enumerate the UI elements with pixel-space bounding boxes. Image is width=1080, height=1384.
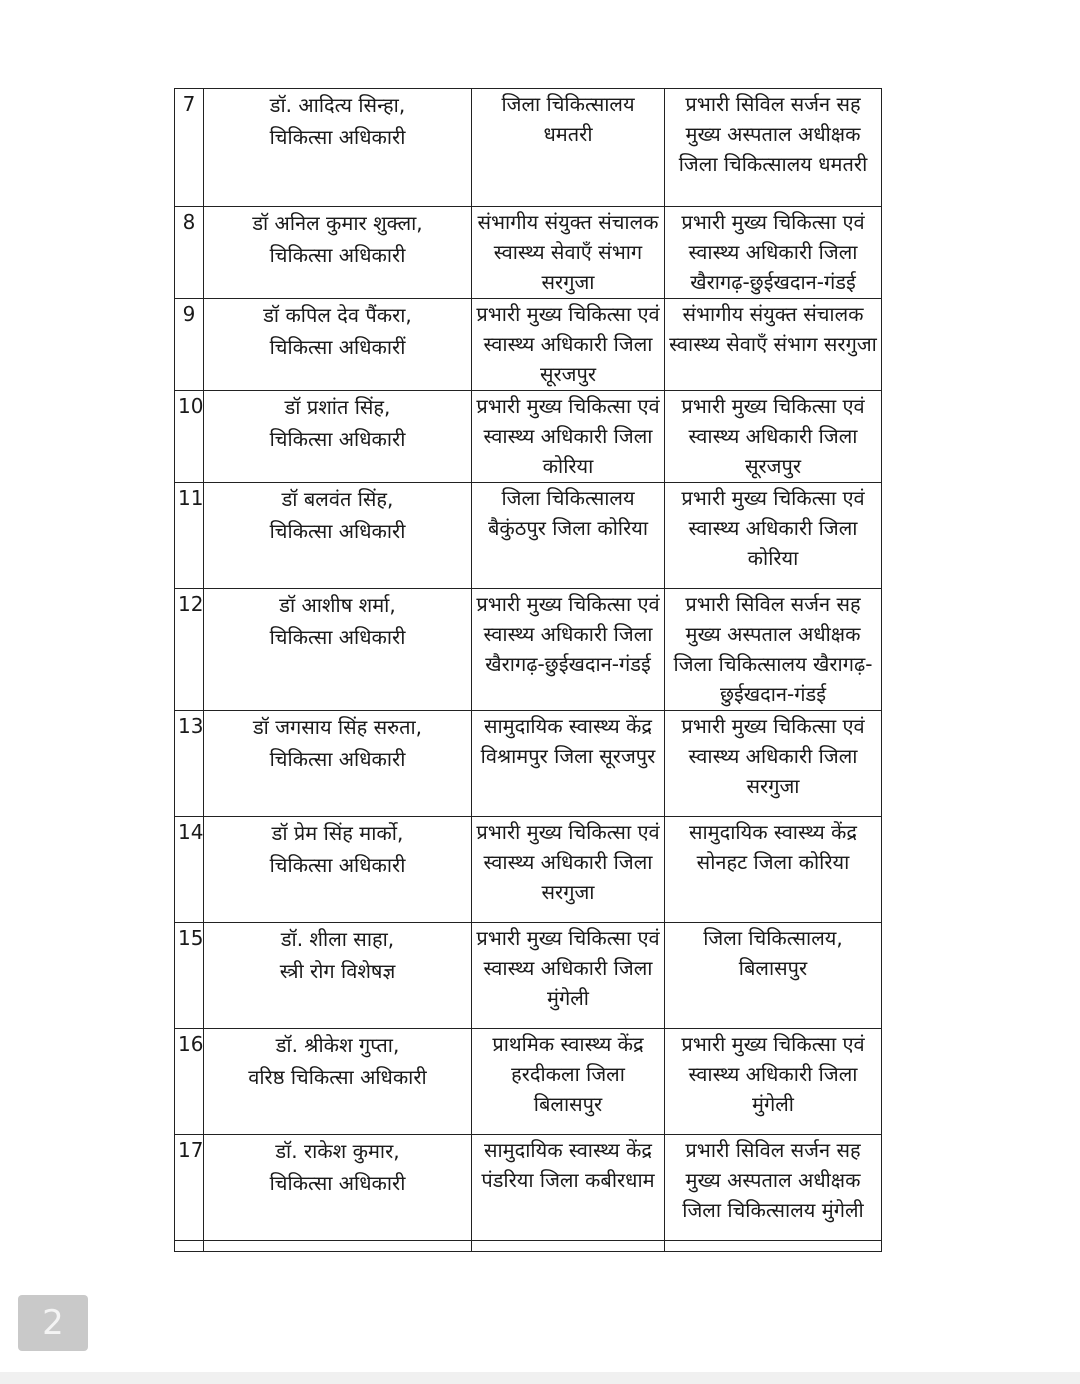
serial-number: 13 [175, 711, 204, 817]
officer-designation: चिकित्सा अधिकारी [269, 853, 406, 877]
new-posting: प्रभारी सिविल सर्जन सह मुख्य अस्पताल अधीक्षक जिला चिकित्सालय मुंगेली [665, 1135, 882, 1241]
officer-designation: चिकित्सा अधिकारीं [269, 335, 406, 359]
officer-name-text: डॉ बलवंत सिंह, [281, 487, 394, 511]
current-posting: प्रभारी मुख्य चिकित्सा एवं स्वास्थ्य अधिकारी जिला कोरिया [472, 391, 665, 483]
officer-designation: चिकित्सा अधिकारी [269, 427, 406, 451]
serial-number: 12 [175, 589, 204, 711]
table-continuation [175, 1241, 882, 1252]
officer-name-text: डॉ प्रेम सिंह मार्को, [271, 821, 404, 845]
officer-name-text: डॉ कपिल देव पैंकरा, [263, 303, 412, 327]
officer-name [204, 589, 472, 711]
current-posting: प्राथमिक स्वास्थ्य केंद्र हरदीकला जिला बिलासपुर [472, 1029, 665, 1135]
table-row [175, 589, 882, 711]
new-posting: प्रभारी मुख्य चिकित्सा एवं स्वास्थ्य अधिकारी जिला खैरागढ़-छुईखदान-गंडई [665, 207, 882, 299]
current-posting: प्रभारी मुख्य चिकित्सा एवं स्वास्थ्य अधिकारी जिला खैरागढ़-छुईखदान-गंडई [472, 589, 665, 711]
officer-designation: चिकित्सा अधिकारी [269, 747, 406, 771]
officer-name [204, 207, 472, 299]
current-posting: जिला चिकित्सालय बैकुंठपुर जिला कोरिया [472, 483, 665, 589]
new-posting: संभागीय संयुक्त संचालक स्वास्थ्य सेवाएँ संभाग सरगुजा [665, 299, 882, 391]
table-row [175, 391, 882, 483]
officer-name [204, 817, 472, 923]
new-posting: प्रभारी मुख्य चिकित्सा एवं स्वास्थ्य अधिकारी जिला कोरिया [665, 483, 882, 589]
current-posting: जिला चिकित्सालय धमतरी [472, 89, 665, 207]
serial-number: 10 [175, 391, 204, 483]
table-row [175, 207, 882, 299]
current-posting: सामुदायिक स्वास्थ्य केंद्र विश्रामपुर जिला सूरजपुर [472, 711, 665, 817]
officer-name-text: डॉ. शीला साहा, [280, 927, 395, 951]
table-row [175, 923, 882, 1029]
officer-designation: चिकित्सा अधिकारी [269, 243, 406, 267]
officer-name-text: डॉ. राकेश कुमार, [275, 1139, 400, 1163]
serial-number: 16 [175, 1029, 204, 1135]
officer-name [204, 391, 472, 483]
officer-name-text: डॉ. आदित्य सिन्हा, [269, 93, 406, 117]
page-number-badge: 2 [18, 1295, 88, 1351]
new-posting: प्रभारी सिविल सर्जन सह मुख्य अस्पताल अधीक्षक जिला चिकित्सालय खैरागढ़-छुईखदान-गंडई [665, 589, 882, 711]
table-row [175, 89, 882, 207]
serial-number: 11 [175, 483, 204, 589]
officer-name [204, 1029, 472, 1135]
officer-name-text: डॉ प्रशांत सिंह, [284, 395, 391, 419]
table-row [175, 483, 882, 589]
transfer-order-table [174, 88, 882, 1252]
officer-name-text: डॉ अनिल कुमार शुक्ला, [252, 211, 423, 235]
officer-name [204, 483, 472, 589]
new-posting: प्रभारी सिविल सर्जन सह मुख्य अस्पताल अधीक्षक जिला चिकित्सालय धमतरी [665, 89, 882, 207]
officer-name-text: डॉ आशीष शर्मा, [279, 593, 396, 617]
current-posting: संभागीय संयुक्त संचालक स्वास्थ्य सेवाएँ संभाग सरगुजा [472, 207, 665, 299]
officer-designation: वरिष्ठ चिकित्सा अधिकारी [248, 1065, 427, 1089]
new-posting: सामुदायिक स्वास्थ्य केंद्र सोनहट जिला कोरिया [665, 817, 882, 923]
officer-name [204, 89, 472, 207]
new-posting: प्रभारी मुख्य चिकित्सा एवं स्वास्थ्य अधिकारी जिला मुंगेली [665, 1029, 882, 1135]
current-posting: प्रभारी मुख्य चिकित्सा एवं स्वास्थ्य अधिकारी जिला सरगुजा [472, 817, 665, 923]
table-row [175, 711, 882, 817]
table-row [175, 299, 882, 391]
officer-name [204, 1135, 472, 1241]
officer-name-text: डॉ. श्रीकेश गुप्ता, [275, 1033, 400, 1057]
viewer-bottom-bar [0, 1372, 1080, 1384]
current-posting: सामुदायिक स्वास्थ्य केंद्र पंडरिया जिला कबीरधाम [472, 1135, 665, 1241]
officer-designation: चिकित्सा अधिकारी [269, 519, 406, 543]
table-row [175, 817, 882, 923]
serial-number: 7 [175, 89, 204, 207]
table-row [175, 1135, 882, 1241]
officer-designation: चिकित्सा अधिकारी [269, 625, 406, 649]
new-posting: प्रभारी मुख्य चिकित्सा एवं स्वास्थ्य अधिकारी जिला सरगुजा [665, 711, 882, 817]
officer-designation: चिकित्सा अधिकारी [269, 125, 406, 149]
officer-designation: स्त्री रोग विशेषज्ञ [279, 959, 396, 983]
serial-number: 14 [175, 817, 204, 923]
officer-designation: चिकित्सा अधिकारी [269, 1171, 406, 1195]
current-posting: प्रभारी मुख्य चिकित्सा एवं स्वास्थ्य अधिकारी जिला सूरजपुर [472, 299, 665, 391]
serial-number: 9 [175, 299, 204, 391]
serial-number: 15 [175, 923, 204, 1029]
serial-number: 17 [175, 1135, 204, 1241]
current-posting: प्रभारी मुख्य चिकित्सा एवं स्वास्थ्य अधिकारी जिला मुंगेली [472, 923, 665, 1029]
officer-name [204, 299, 472, 391]
officer-name [204, 923, 472, 1029]
serial-number: 8 [175, 207, 204, 299]
officer-name-text: डॉ जगसाय सिंह सरुता, [252, 715, 423, 739]
new-posting: जिला चिकित्सालय, बिलासपुर [665, 923, 882, 1029]
new-posting: प्रभारी मुख्य चिकित्सा एवं स्वास्थ्य अधिकारी जिला सूरजपुर [665, 391, 882, 483]
table-row [175, 1029, 882, 1135]
officer-name [204, 711, 472, 817]
